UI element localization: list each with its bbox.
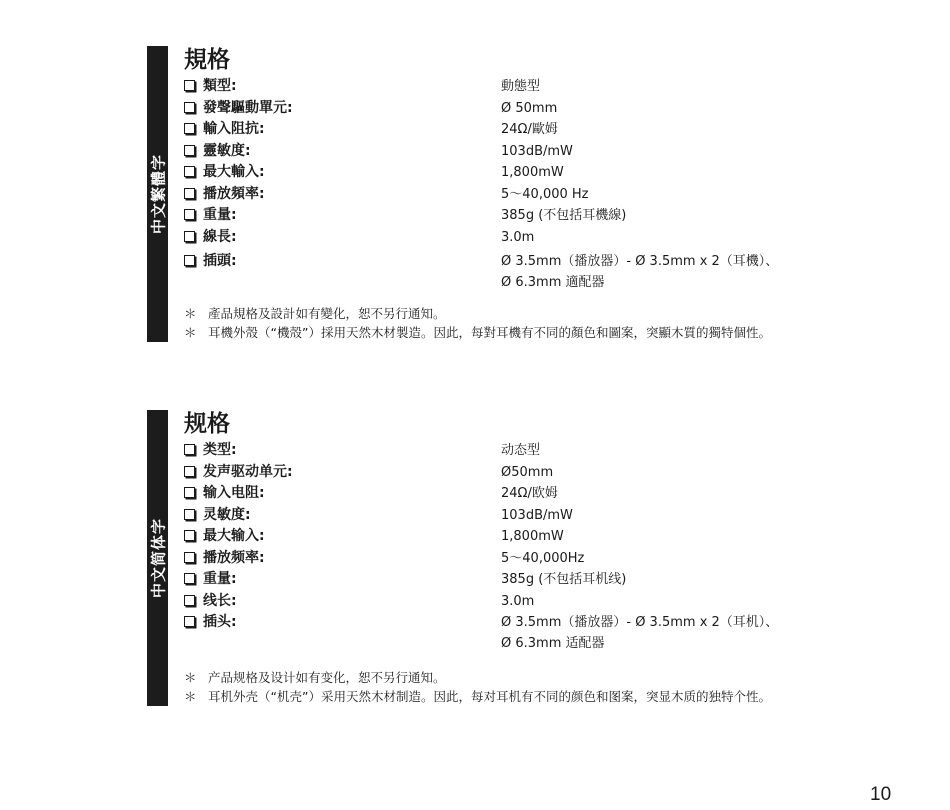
checkbox-icon: [184, 209, 195, 220]
checkbox-icon: [184, 552, 195, 563]
spec-row: [184, 119, 884, 141]
spec-row: [184, 462, 884, 484]
checkbox-icon: [184, 80, 195, 91]
spec-label: 发声驱动单元:: [203, 463, 293, 480]
note: [184, 668, 884, 687]
spec-label: 類型:: [203, 78, 237, 94]
spec-value: 3.0m: [501, 229, 535, 245]
spec-value: 385g (不包括耳机线): [501, 572, 627, 587]
spec-row: [184, 227, 884, 249]
spec-label: 靈敏度:: [203, 142, 251, 159]
spec-row: [184, 591, 884, 613]
spec-row: [184, 141, 884, 163]
spec-row: [184, 569, 884, 591]
spec-row: [184, 505, 884, 527]
spec-row: [184, 76, 884, 98]
spec-label: 線長:: [203, 228, 237, 245]
note-text: 耳机外壳（“机壳”）采用天然木材制造。因此，每对耳机有不同的颜色和图案，突显木质的独特个性。: [208, 689, 771, 704]
specs-section-simplified: [0, 410, 950, 706]
note-text: 耳機外殼（“機殼”）採用天然木材製造。因此，每對耳機有不同的顏色和圖案，突顯木質的獨特個性。: [208, 325, 771, 340]
spec-value: 动态型: [501, 443, 541, 458]
spec-row: [184, 98, 884, 120]
note-text: 產品規格及設計如有變化，恕不另行通知。: [208, 306, 446, 321]
specs-section-traditional: [0, 46, 950, 342]
spec-value: 1,800mW: [501, 529, 564, 544]
asterisk-icon: ＊: [184, 670, 197, 685]
notes: [184, 668, 884, 706]
spec-row: [184, 251, 884, 293]
spec-label: 播放頻率:: [203, 185, 265, 202]
page-number: 10: [870, 784, 892, 805]
note: [184, 323, 884, 342]
spec-row: [184, 162, 884, 184]
asterisk-icon: ＊: [184, 325, 197, 340]
spec-value: 5～40,000Hz: [501, 550, 585, 566]
side-tab: [147, 46, 168, 342]
checkbox-icon: [184, 166, 195, 177]
spec-label: 输入电阻:: [203, 485, 265, 501]
spec-label: 灵敏度:: [203, 506, 251, 523]
checkbox-icon: [184, 123, 195, 134]
asterisk-icon: ＊: [184, 689, 197, 704]
spec-value: 103dB/mW: [501, 507, 573, 523]
section-heading: 規格: [184, 47, 230, 73]
spec-value: Ø 3.5mm（播放器）- Ø 3.5mm x 2（耳机）、: [501, 615, 779, 630]
checkbox-icon: [184, 616, 195, 627]
spec-label: 重量:: [203, 207, 237, 223]
side-tab: [147, 410, 168, 706]
side-tab-label: 中文繁體字: [149, 153, 167, 235]
spec-list: [184, 76, 884, 293]
spec-row: [184, 526, 884, 548]
spec-row: [184, 184, 884, 206]
spec-value: 動態型: [501, 79, 541, 94]
spec-value: Ø 3.5mm（播放器）- Ø 3.5mm x 2（耳機）、: [501, 254, 779, 269]
spec-label: 线长:: [203, 592, 237, 609]
spec-label: 播放频率:: [203, 549, 265, 566]
spec-label: 重量:: [203, 571, 237, 587]
spec-row: [184, 548, 884, 570]
side-tab-label: 中文简体字: [149, 517, 167, 599]
notes: [184, 304, 884, 342]
spec-value: 24Ω/欧姆: [501, 486, 558, 501]
spec-list: [184, 440, 884, 654]
spec-value: 103dB/mW: [501, 143, 573, 159]
asterisk-icon: ＊: [184, 306, 197, 321]
spec-label: 类型:: [203, 442, 237, 458]
spec-value-line-2: Ø 6.3mm 適配器: [501, 275, 605, 290]
spec-label: 發聲驅動單元:: [203, 99, 293, 116]
spec-value: 1,800mW: [501, 165, 564, 180]
checkbox-icon: [184, 231, 195, 242]
note: [184, 304, 884, 323]
checkbox-icon: [184, 573, 195, 584]
spec-row: [184, 205, 884, 227]
spec-label: 最大輸入:: [203, 164, 265, 180]
spec-value: 24Ω/歐姆: [501, 122, 558, 137]
checkbox-icon: [184, 595, 195, 606]
spec-value: 385g (不包括耳機線): [501, 208, 627, 223]
checkbox-icon: [184, 255, 195, 266]
spec-value: 3.0m: [501, 593, 535, 609]
spec-label: 最大输入:: [203, 528, 265, 544]
checkbox-icon: [184, 530, 195, 541]
checkbox-icon: [184, 188, 195, 199]
checkbox-icon: [184, 509, 195, 520]
checkbox-icon: [184, 444, 195, 455]
checkbox-icon: [184, 145, 195, 156]
spec-value: 5～40,000 Hz: [501, 186, 589, 202]
checkbox-icon: [184, 487, 195, 498]
checkbox-icon: [184, 102, 195, 113]
spec-row: [184, 440, 884, 462]
spec-value: Ø50mm: [501, 464, 554, 480]
spec-label: 輸入阻抗:: [203, 121, 265, 137]
note-text: 产品规格及设计如有变化，恕不另行通知。: [208, 670, 446, 685]
spec-value-line-2: Ø 6.3mm 适配器: [501, 636, 605, 651]
spec-label: 插頭:: [203, 253, 237, 269]
note: [184, 687, 884, 706]
spec-label: 插头:: [203, 614, 237, 630]
spec-row: [184, 483, 884, 505]
checkbox-icon: [184, 466, 195, 477]
spec-value: Ø 50mm: [501, 100, 558, 116]
spec-row: [184, 612, 884, 654]
section-heading: 规格: [184, 411, 230, 437]
